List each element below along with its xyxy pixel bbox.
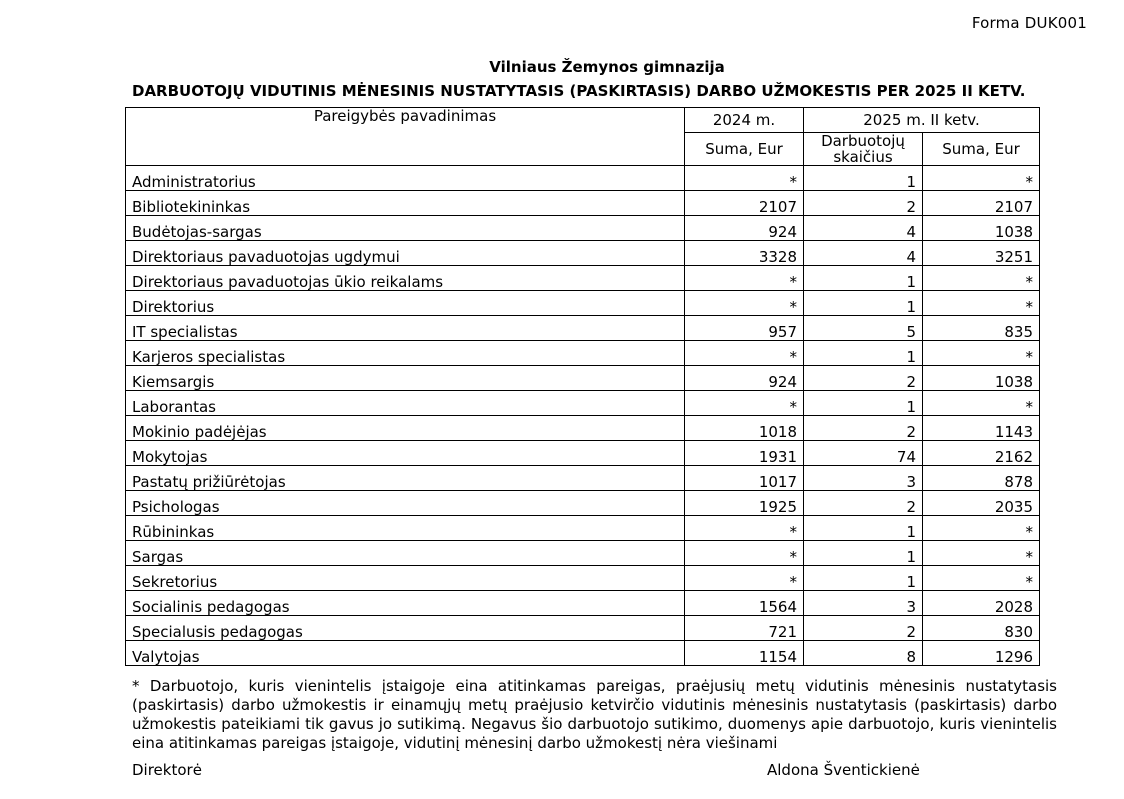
- employee-count-cell: 2: [804, 491, 923, 516]
- sum-2025-cell: *: [923, 341, 1040, 366]
- sum-2025-cell: *: [923, 566, 1040, 591]
- sum-2024-cell: 924: [685, 366, 804, 391]
- table-row: [126, 491, 1040, 516]
- table-row: [126, 466, 1040, 491]
- year-2024-header: 2024 m.: [685, 108, 804, 133]
- footnote: * Darbuotojo, kuris vienintelis įstaigoje eina atitinkamas pareigas, praėjusių metų vidutinis mėnesinis nustatytasis (paskirtasis) darbo užmokestis ir einamųjų metų praėjusio ketvirčio vidutinis mėnesinis nustatytasis (paskirtasis) darbo užmokestis pateikiami tik gavus jo sutikimą. Negavus šio darbuotojo sutikimo, duomenys apie darbuotojo, kuris vienintelis eina atitinkamas pareigas įstaigoje, vidutinį mėnesinį darbo užmokestį nėra viešinami: [132, 677, 1057, 752]
- organization-name: Vilniaus Žemynos gimnazija: [489, 58, 725, 76]
- sum-2025-cell: 1143: [923, 416, 1040, 441]
- table-row: [126, 341, 1040, 366]
- position-cell: Direktoriaus pavaduotojas ūkio reikalams: [126, 266, 685, 291]
- sum-2025-cell: 1296: [923, 641, 1040, 666]
- table-row: [126, 566, 1040, 591]
- sum-2024-cell: *: [685, 566, 804, 591]
- table-row: [126, 391, 1040, 416]
- employee-count-cell: 74: [804, 441, 923, 466]
- sum-2024-header: Suma, Eur: [685, 133, 804, 166]
- sum-2024-cell: 721: [685, 616, 804, 641]
- position-column-header: Pareigybės pavadinimas: [126, 108, 685, 166]
- table-row: [126, 541, 1040, 566]
- position-cell: Kiemsargis: [126, 366, 685, 391]
- signatory-role: Direktorė: [132, 761, 202, 779]
- position-cell: Mokinio padėjėjas: [126, 416, 685, 441]
- sum-2024-cell: *: [685, 341, 804, 366]
- employee-count-cell: 2: [804, 366, 923, 391]
- employee-count-cell: 5: [804, 316, 923, 341]
- sum-2024-cell: 1154: [685, 641, 804, 666]
- sum-2025-cell: *: [923, 266, 1040, 291]
- sum-2024-cell: 957: [685, 316, 804, 341]
- employee-count-cell: 1: [804, 341, 923, 366]
- employee-count-cell: 1: [804, 566, 923, 591]
- sum-2024-cell: 1925: [685, 491, 804, 516]
- table-row: [126, 216, 1040, 241]
- position-cell: Sargas: [126, 541, 685, 566]
- table-row: [126, 516, 1040, 541]
- table-row: [126, 441, 1040, 466]
- sum-2025-cell: 2162: [923, 441, 1040, 466]
- employee-count-cell: 1: [804, 291, 923, 316]
- sum-2025-cell: *: [923, 541, 1040, 566]
- sum-2025-cell: 2035: [923, 491, 1040, 516]
- employee-count-cell: 2: [804, 416, 923, 441]
- employee-count-cell: 1: [804, 166, 923, 191]
- sum-2024-cell: 2107: [685, 191, 804, 216]
- period-2025-header: 2025 m. II ketv.: [804, 108, 1040, 133]
- table-header-row: [126, 108, 1040, 133]
- employee-count-cell: 3: [804, 466, 923, 491]
- position-cell: Karjeros specialistas: [126, 341, 685, 366]
- table-row: [126, 591, 1040, 616]
- table-row: [126, 641, 1040, 666]
- position-cell: Budėtojas-sargas: [126, 216, 685, 241]
- employee-count-cell: 1: [804, 266, 923, 291]
- sum-2025-cell: 830: [923, 616, 1040, 641]
- position-cell: Administratorius: [126, 166, 685, 191]
- position-cell: Specialusis pedagogas: [126, 616, 685, 641]
- table-row: [126, 366, 1040, 391]
- position-cell: IT specialistas: [126, 316, 685, 341]
- sum-2024-cell: *: [685, 516, 804, 541]
- sum-2025-cell: *: [923, 291, 1040, 316]
- position-cell: Sekretorius: [126, 566, 685, 591]
- position-cell: Pastatų prižiūrėtojas: [126, 466, 685, 491]
- sum-2025-header: Suma, Eur: [923, 133, 1040, 166]
- sum-2024-cell: *: [685, 166, 804, 191]
- sum-2024-cell: *: [685, 291, 804, 316]
- sum-2025-cell: 2028: [923, 591, 1040, 616]
- sum-2025-cell: *: [923, 166, 1040, 191]
- sum-2025-cell: 2107: [923, 191, 1040, 216]
- signatory-name: Aldona Šventickienė: [767, 761, 920, 779]
- document-title: DARBUOTOJŲ VIDUTINIS MĖNESINIS NUSTATYTASIS (PASKIRTASIS) DARBO UŽMOKESTIS PER 2025 II KETV.: [132, 82, 1026, 100]
- sum-2024-cell: 1564: [685, 591, 804, 616]
- position-cell: Laborantas: [126, 391, 685, 416]
- table-row: [126, 616, 1040, 641]
- employee-count-cell: 4: [804, 216, 923, 241]
- sum-2024-cell: 3328: [685, 241, 804, 266]
- table-row: [126, 241, 1040, 266]
- table-row: [126, 191, 1040, 216]
- employee-count-cell: 4: [804, 241, 923, 266]
- sum-2025-cell: 1038: [923, 366, 1040, 391]
- position-cell: Mokytojas: [126, 441, 685, 466]
- sum-2025-cell: 878: [923, 466, 1040, 491]
- table-row: [126, 316, 1040, 341]
- table-row: [126, 416, 1040, 441]
- sum-2024-cell: *: [685, 266, 804, 291]
- employee-count-cell: 3: [804, 591, 923, 616]
- sum-2024-cell: 1931: [685, 441, 804, 466]
- sum-2024-cell: 1017: [685, 466, 804, 491]
- salary-table: [125, 107, 1040, 666]
- employee-count-cell: 2: [804, 191, 923, 216]
- sum-2025-cell: 3251: [923, 241, 1040, 266]
- sum-2025-cell: *: [923, 391, 1040, 416]
- position-cell: Bibliotekininkas: [126, 191, 685, 216]
- employee-count-cell: 8: [804, 641, 923, 666]
- table-row: [126, 291, 1040, 316]
- employee-count-cell: 1: [804, 391, 923, 416]
- position-cell: Psichologas: [126, 491, 685, 516]
- table-row: [126, 266, 1040, 291]
- sum-2025-cell: 1038: [923, 216, 1040, 241]
- employee-count-cell: 2: [804, 616, 923, 641]
- sum-2024-cell: *: [685, 541, 804, 566]
- sum-2025-cell: 835: [923, 316, 1040, 341]
- sum-2024-cell: 924: [685, 216, 804, 241]
- employee-count-cell: 1: [804, 516, 923, 541]
- sum-2024-cell: *: [685, 391, 804, 416]
- sum-2025-cell: *: [923, 516, 1040, 541]
- employee-count-header: Darbuotojų skaičius: [804, 133, 923, 166]
- form-code: Forma DUK001: [971, 14, 1087, 32]
- position-cell: Socialinis pedagogas: [126, 591, 685, 616]
- table-body: [126, 166, 1040, 666]
- table-row: [126, 166, 1040, 191]
- position-cell: Direktoriaus pavaduotojas ugdymui: [126, 241, 685, 266]
- position-cell: Direktorius: [126, 291, 685, 316]
- employee-count-cell: 1: [804, 541, 923, 566]
- position-cell: Valytojas: [126, 641, 685, 666]
- sum-2024-cell: 1018: [685, 416, 804, 441]
- position-cell: Rūbininkas: [126, 516, 685, 541]
